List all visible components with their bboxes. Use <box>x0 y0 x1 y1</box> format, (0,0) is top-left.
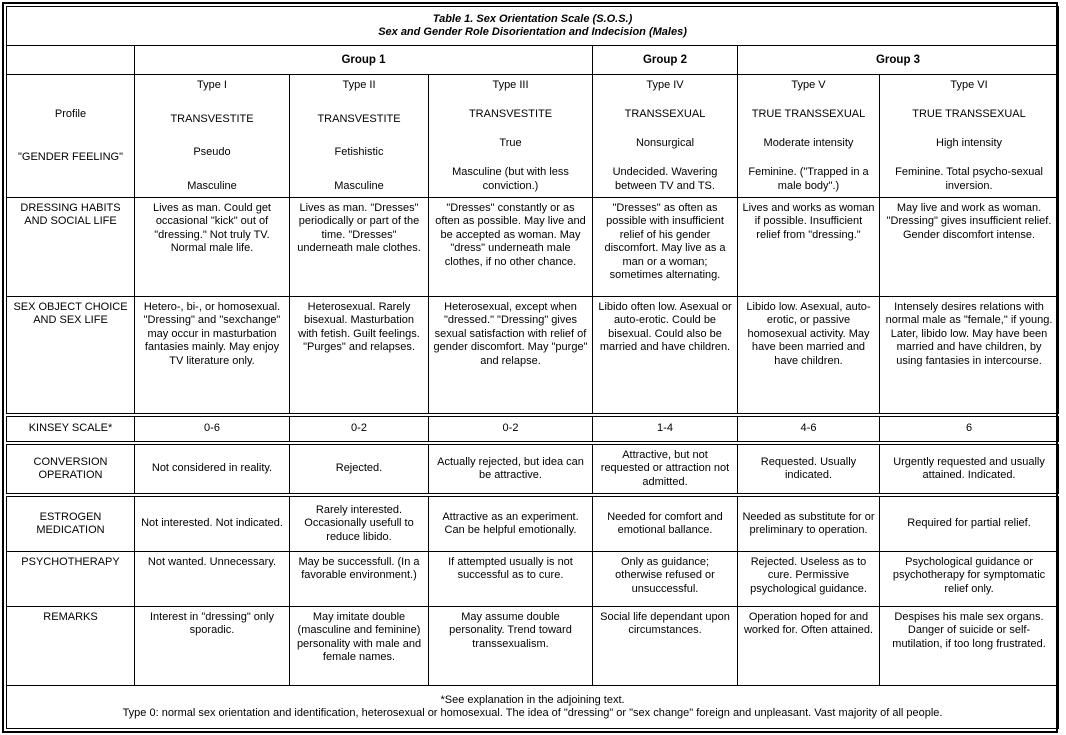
sos-table <box>6 6 1059 729</box>
cell-type-v: Lives and works as woman if possible. Insufficient relief from "dressing." <box>738 198 880 297</box>
row-label: ESTROGEN MEDICATION <box>7 495 135 552</box>
row-conversion-operation <box>7 443 1059 495</box>
row-dressing-habits <box>7 198 1059 297</box>
group-header-empty-cell <box>7 46 135 75</box>
cell-type-i: 0-6 <box>135 415 290 443</box>
row-kinsey-scale <box>7 415 1059 443</box>
row-label: KINSEY SCALE* <box>7 415 135 443</box>
row-remarks <box>7 607 1059 686</box>
type-number: Type VI <box>950 79 988 91</box>
cell-type-vi: Required for partial relief. <box>880 495 1059 552</box>
cell-type-i: Not considered in reality. <box>135 443 290 495</box>
type-subtype: Moderate intensity <box>763 137 854 150</box>
profile-label: Profile <box>54 108 87 121</box>
group-header-2: Group 2 <box>593 46 738 75</box>
cell-type-vi: Intensely desires relations with normal male as "female," if young. Later, libido low. May have been married and have children, by using fantasies in intercourse. <box>880 297 1059 416</box>
cell-type-i: Hetero-, bi-, or homosexual. "Dressing" and "sexchange" may occur in masturbation fantasies mainly. May enjoy TV literature only. <box>135 297 290 416</box>
title-row <box>7 7 1059 46</box>
cell-type-iii: Heterosexual, except when "dressed." "Dressing" gives sexual satisfaction with relief of gender discomfort. May "purge" and relapse. <box>429 297 593 416</box>
type-gender-feeling: Masculine <box>334 179 384 192</box>
type-header-type-i <box>135 75 290 198</box>
cell-type-v: 4-6 <box>738 415 880 443</box>
type-number: Type II <box>342 79 376 91</box>
profile-header-row <box>7 75 1059 198</box>
gender-feeling-label: "GENDER FEELING" <box>18 150 123 163</box>
type-number: Type IV <box>646 79 684 91</box>
type-number: Type III <box>492 79 529 91</box>
type-number: Type I <box>197 79 227 91</box>
cell-type-i: Interest in "dressing" only sporadic. <box>135 607 290 686</box>
cell-type-vi: Urgently requested and usually attained. Indicated. <box>880 443 1059 495</box>
type-name: TRUE TRANSSEXUAL <box>912 108 1026 121</box>
table-title <box>7 7 1059 46</box>
type-header-type-v <box>738 75 880 198</box>
type-subtype: High intensity <box>936 137 1003 150</box>
cell-type-i: Not interested. Not indicated. <box>135 495 290 552</box>
cell-type-iv: Attractive, but not requested or attraction not admitted. <box>593 443 738 495</box>
profile-row-label <box>7 75 135 198</box>
row-label: REMARKS <box>7 607 135 686</box>
cell-type-vi: Psychological guidance or psychotherapy for symptomatic relief only. <box>880 552 1059 607</box>
type-gender-feeling: Masculine <box>187 179 237 192</box>
type-number: Type V <box>791 79 826 91</box>
cell-type-v: Needed as substitute for or preliminary to operation. <box>738 495 880 552</box>
row-psychotherapy <box>7 552 1059 607</box>
cell-type-iv: "Dresses" as often as possible with insufficient relief of his gender discomfort. May live as a man or a woman; sometimes alternating. <box>593 198 738 297</box>
cell-type-iv: Only as guidance; otherwise refused or unsuccessful. <box>593 552 738 607</box>
type-gender-feeling: Feminine. ("Trapped in a male body".) <box>748 166 869 192</box>
cell-type-iv: Libido often low. Asexual or auto-erotic. Could be bisexual. Could also be married and have children. <box>593 297 738 416</box>
cell-type-ii: Heterosexual. Rarely bisexual. Masturbation with fetish. Guilt feelings. "Purges" and relapses. <box>290 297 429 416</box>
row-label: SEX OBJECT CHOICE AND SEX LIFE <box>7 297 135 416</box>
type-gender-feeling: Undecided. Wavering between TV and TS. <box>612 166 718 192</box>
row-sex-object-choice <box>7 297 1059 416</box>
group-header-3: Group 3 <box>738 46 1059 75</box>
cell-type-ii: May be successfull. (In a favorable environment.) <box>290 552 429 607</box>
cell-type-ii: 0-2 <box>290 415 429 443</box>
row-label: CONVERSION OPERATION <box>7 443 135 495</box>
type-gender-feeling: Feminine. Total psycho-sexual inversion. <box>895 166 1043 192</box>
cell-type-iv: Social life dependant upon circumstances. <box>593 607 738 686</box>
footnotes <box>7 686 1059 729</box>
cell-type-ii: Rarely interested. Occasionally usefull to reduce libido. <box>290 495 429 552</box>
footnote-line2: Type 0: normal sex orientation and identification, heterosexual or homosexual. The idea of "dressing" or "sex change" foreign and unpleasant. Vast majority of all people. <box>122 707 943 719</box>
type-name: TRANSSEXUAL <box>624 108 706 121</box>
cell-type-ii: Rejected. <box>290 443 429 495</box>
type-name: TRUE TRANSSEXUAL <box>751 108 866 121</box>
group-header-1: Group 1 <box>135 46 593 75</box>
cell-type-ii: Lives as man. "Dresses" periodically or part of the time. "Dresses" underneath male clothes. <box>290 198 429 297</box>
row-label: PSYCHOTHERAPY <box>7 552 135 607</box>
cell-type-iii: May assume double personality. Trend toward transsexualism. <box>429 607 593 686</box>
row-label: DRESSING HABITS AND SOCIAL LIFE <box>7 198 135 297</box>
cell-type-v: Requested. Usually indicated. <box>738 443 880 495</box>
type-subtype: True <box>499 137 522 150</box>
type-name: TRANSVESTITE <box>468 108 553 121</box>
type-subtype: Fetishistic <box>334 146 384 159</box>
group-header-row <box>7 46 1059 75</box>
cell-type-iii: If attempted usually is not successful as to cure. <box>429 552 593 607</box>
type-subtype: Pseudo <box>193 146 231 159</box>
cell-type-iv: Needed for comfort and emotional ballance. <box>593 495 738 552</box>
footnote-row <box>7 686 1059 729</box>
footnote-line1: *See explanation in the adjoining text. <box>440 693 625 706</box>
cell-type-ii: May imitate double (masculine and feminine) personality with male and female names. <box>290 607 429 686</box>
cell-type-iii: "Dresses" constantly or as often as possible. May live and be accepted as woman. May "dress" underneath male clothes, if no other chance. <box>429 198 593 297</box>
type-header-type-iii <box>429 75 593 198</box>
type-gender-feeling: Masculine (but with less conviction.) <box>452 166 569 192</box>
type-name: TRANSVESTITE <box>317 112 401 125</box>
row-estrogen-medication <box>7 495 1059 552</box>
cell-type-v: Libido low. Asexual, auto-erotic, or passive homosexual activity. May have been married and have children. <box>738 297 880 416</box>
cell-type-vi: May live and work as woman. "Dressing" gives insufficient relief. Gender discomfort intense. <box>880 198 1059 297</box>
table-outer-frame <box>2 2 1058 733</box>
cell-type-vi: Despises his male sex organs. Danger of suicide or self-mutilation, if too long frustrated. <box>880 607 1059 686</box>
cell-type-iv: 1-4 <box>593 415 738 443</box>
cell-type-v: Rejected. Useless as to cure. Permissive psychological guidance. <box>738 552 880 607</box>
cell-type-iii: 0-2 <box>429 415 593 443</box>
cell-type-v: Operation hoped for and worked for. Often attained. <box>738 607 880 686</box>
type-header-type-iv <box>593 75 738 198</box>
cell-type-vi: 6 <box>880 415 1059 443</box>
type-header-type-vi <box>880 75 1059 198</box>
type-subtype: Nonsurgical <box>635 137 695 150</box>
cell-type-i: Not wanted. Unnecessary. <box>135 552 290 607</box>
table-title-line2: Sex and Gender Role Disorientation and Indecision (Males) <box>378 26 687 38</box>
table-title-line1: Table 1. Sex Orientation Scale (S.O.S.) <box>432 12 633 25</box>
cell-type-iii: Actually rejected, but idea can be attractive. <box>429 443 593 495</box>
type-header-type-ii <box>290 75 429 198</box>
cell-type-iii: Attractive as an experiment. Can be helpful emotionally. <box>429 495 593 552</box>
cell-type-i: Lives as man. Could get occasional "kick" out of "dressing." Not truly TV. Normal male life. <box>135 198 290 297</box>
type-name: TRANSVESTITE <box>170 112 254 125</box>
